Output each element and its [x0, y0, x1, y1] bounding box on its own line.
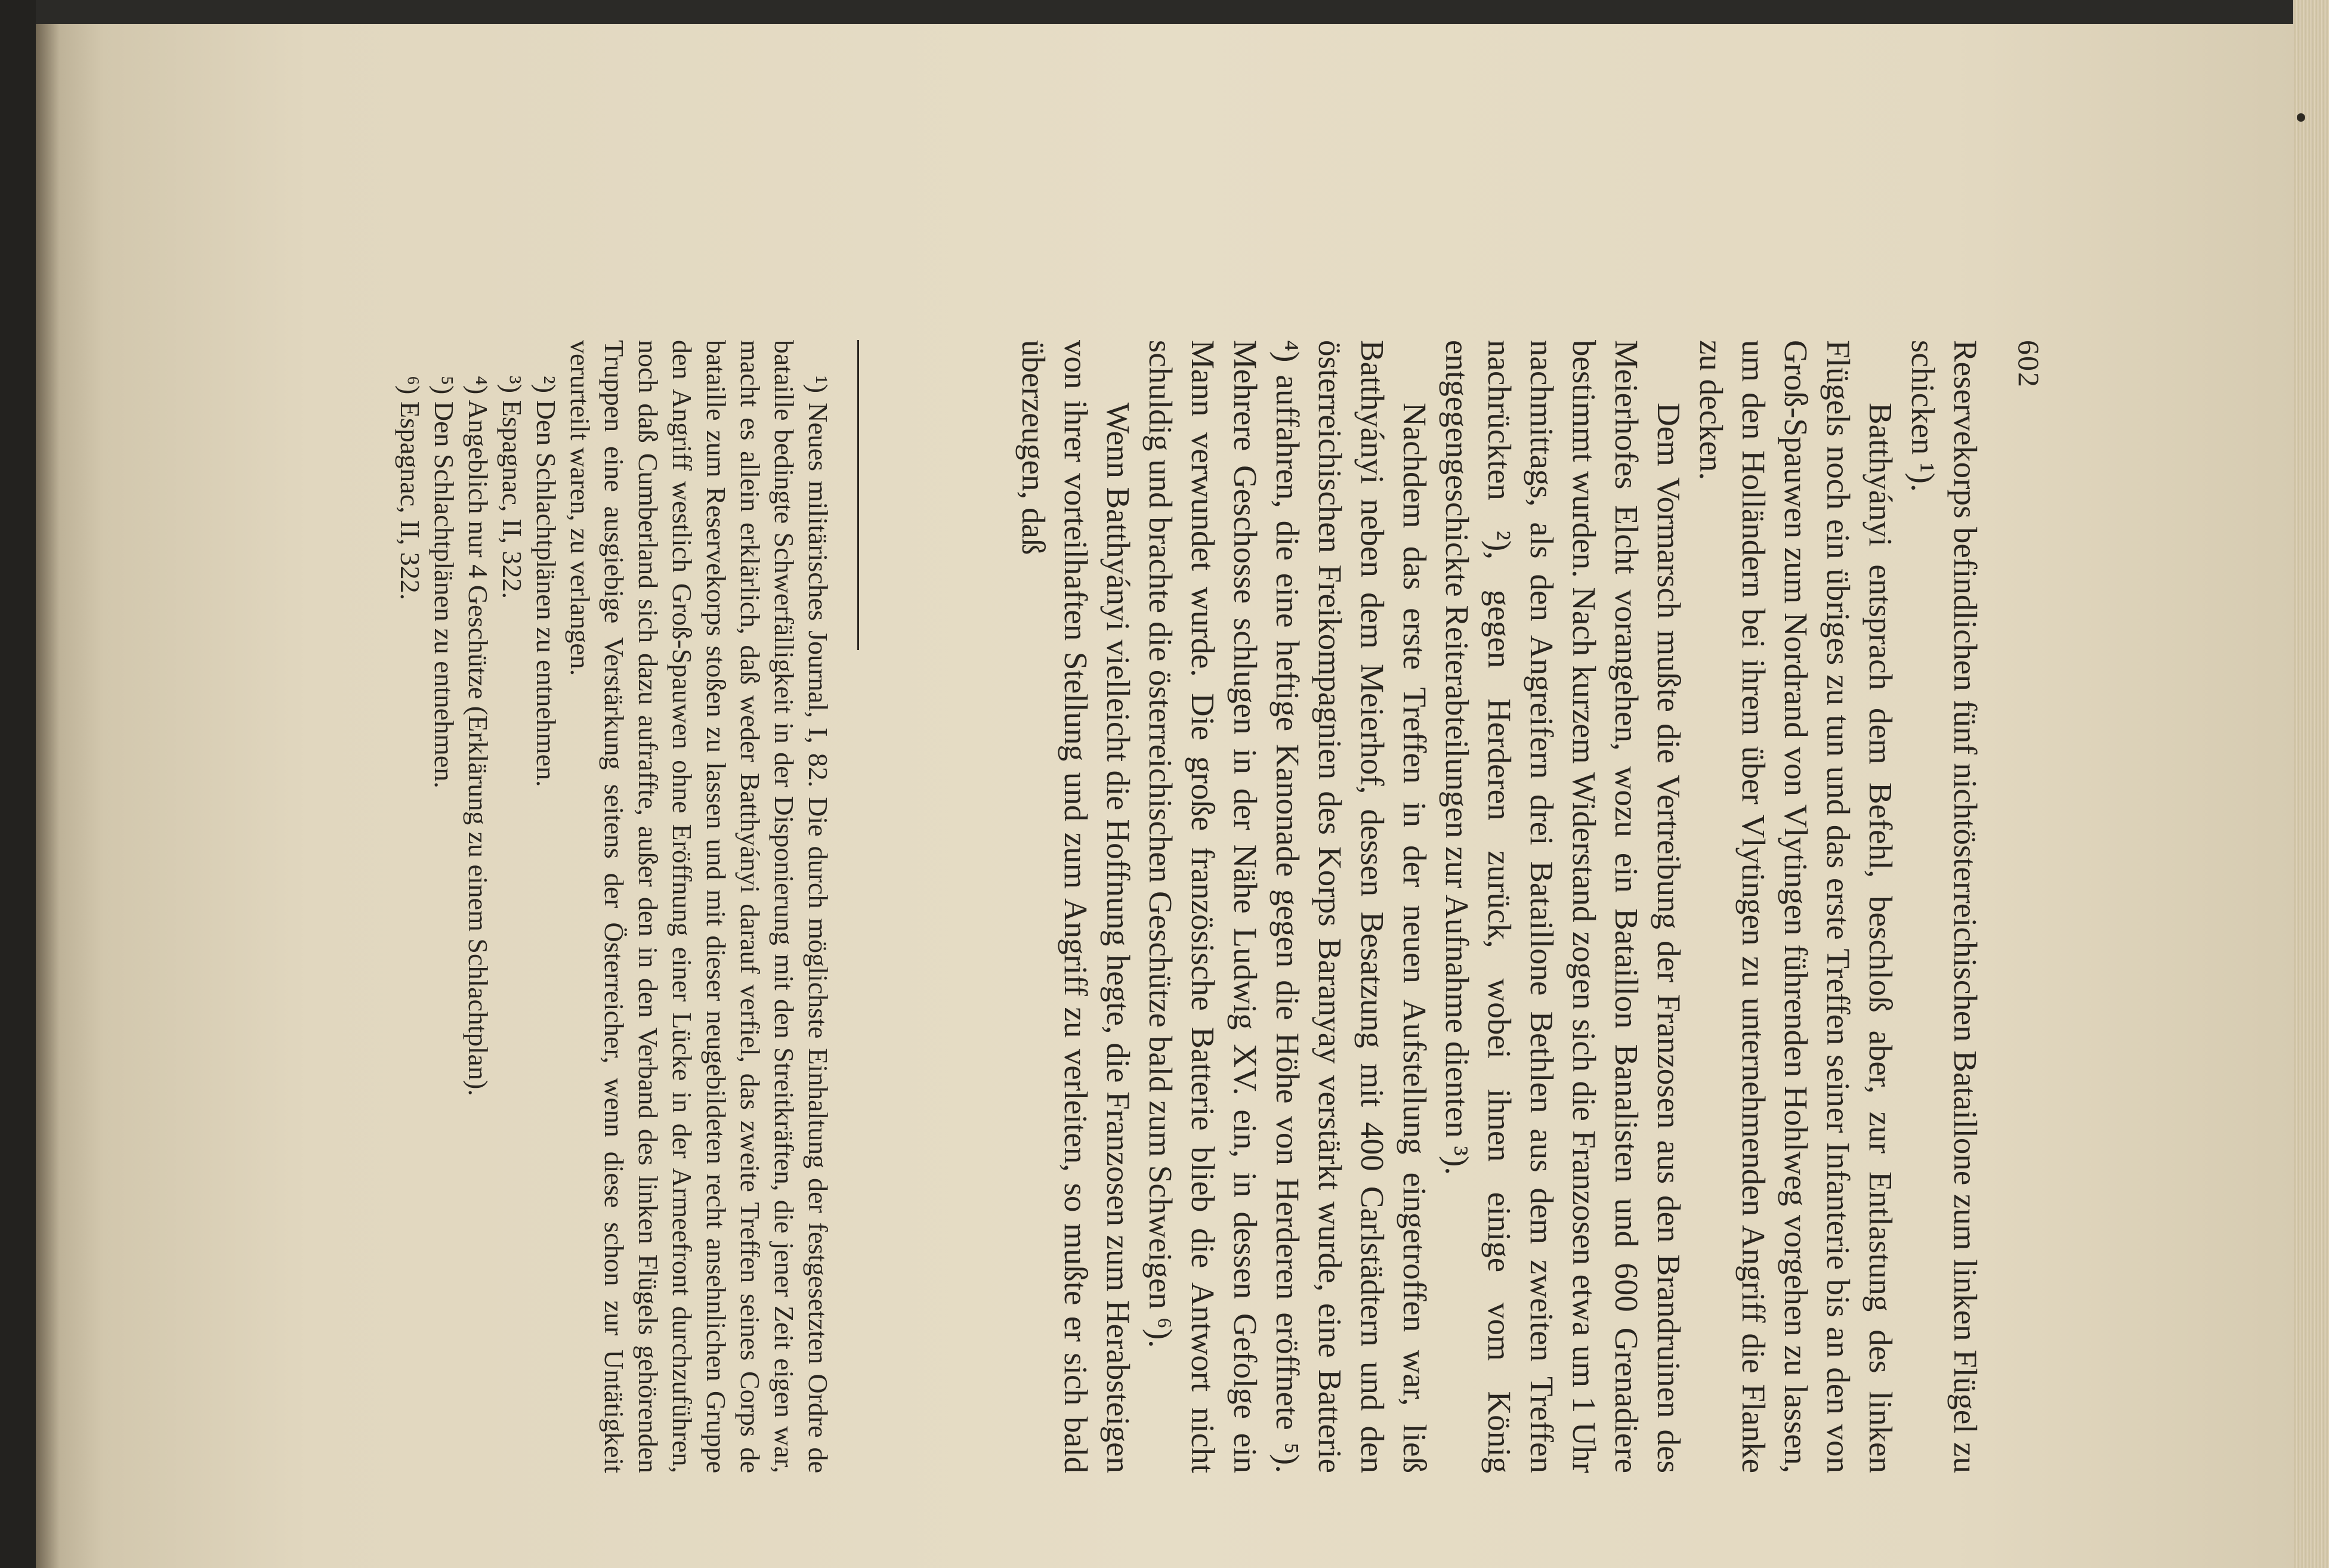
footnote-rule [857, 340, 859, 650]
page-gutter-shadow [36, 24, 60, 1568]
body-text [1012, 340, 1987, 1473]
scanner-bed-left [0, 0, 36, 1568]
paragraph: Dem Vormarsch mußte die Vertreibung der Franzosen aus den Brandruinen des Meierhofes Elcht vorangehen, wozu ein Bataillon Banalisten und 600 Grenadiere bestimmt wurden. Nach kurzem Widerstand zogen sich die Franzosen etwa um 1 Uhr nachmittags, als den Angreifern drei Bataillone Bethlen aus dem zweiten Treffen nachrückten ²), gegen Herderen zurück, wobei ihnen einige vom König entgegengeschickte Reiterabteilungen zur Aufnahme dienten ³). [1439, 340, 1687, 1473]
rotated-text-block [395, 310, 2046, 1491]
footnotes [393, 340, 835, 1473]
footnote: ³) Espagnac, II, 322. [497, 376, 527, 599]
footnote: ²) Den Schlachtplänen zu entnehmen. [531, 376, 561, 787]
ink-speck [2297, 113, 2305, 122]
scanner-bed-top [0, 0, 2329, 24]
paragraph: Batthyányi entsprach dem Befehl, beschloß aber, zur Entlastung des linken Flügels noch ein übriges zu tun und das erste Treffen seiner Infanterie bis an den von Groß-Spauwen zum Nordrand von Vlytingen führenden Hohlweg vorgehen zu lassen, um den Holländern bei ihrem über Vlytingen zu unternehmenden Angriff die Flanke zu decken. [1693, 340, 1899, 1473]
footnote: ⁴) Angeblich nur 4 Geschütze (Erklärung zu einem Schlachtplan). [463, 376, 493, 1096]
paragraph: Nachdem das erste Treffen in der neuen Aufstellung eingetroffen war, ließ Batthyányi neben dem Meierhof, dessen Besatzung mit 400 Carlstädtern und den österreichischen Freikompagnien des Korps Baranyay verstärkt wurde, eine Batterie ⁴) auffahren, die eine heftige Kanonade gegen die Höhe von Herderen eröffnete ⁵). Mehrere Geschosse schlugen in der Nähe Ludwig XV. ein, in dessen Gefolge ein Mann verwundet wurde. Die große französische Batterie blieb die Antwort nicht schuldig und brachte die österreichischen Geschütze bald zum Schweigen ⁶). [1142, 340, 1433, 1473]
footnote: ⁵) Den Schlachtplänen zu entnehmen. [429, 376, 459, 788]
footnote: ¹) Neues militärisches Journal, I, 82. Die durch möglichste Einhaltung der festgesetzten Ordre de bataille bedingte Schwerfälligkeit in der Disponierung mit den Streitkräften, die jener Zeit eigen war, macht es allein erklärlich, daß weder Batthyányi darauf verfiel, das zweite Treffen seines Corps de bataille zum Reservekorps stoßen zu lassen und mit dieser neugebildeten recht ansehnlichen Gruppe den Angriff westlich Groß-Spauwen ohne Eröffnung einer Lücke in der Armeefront durchzuführen, noch daß Cumberland sich dazu aufraffte, außer den in den Verband des linken Flügels gehörenden Truppen eine ausgiebige Verstärkung seitens der Österreicher, wenn diese schon zur Untätigkeit verurteilt waren, zu verlangen. [565, 340, 833, 1473]
footnote: ⁶) Espagnac, II, 322. [395, 376, 425, 601]
page-edges [2293, 0, 2329, 1568]
page-number: 602 [2012, 340, 2046, 388]
paragraph: Wenn Batthyányi vielleicht die Hoffnung hegte, die Franzosen zum Herabsteigen von ihrer vorteilhaften Stellung und zum Angriff zu verleiten, so mußte er sich bald überzeugen, daß [1015, 340, 1136, 1473]
paragraph: Reservekorps befindlichen fünf nichtösterreichischen Bataillone zum linken Flügel zu schicken ¹). [1905, 340, 1984, 1473]
